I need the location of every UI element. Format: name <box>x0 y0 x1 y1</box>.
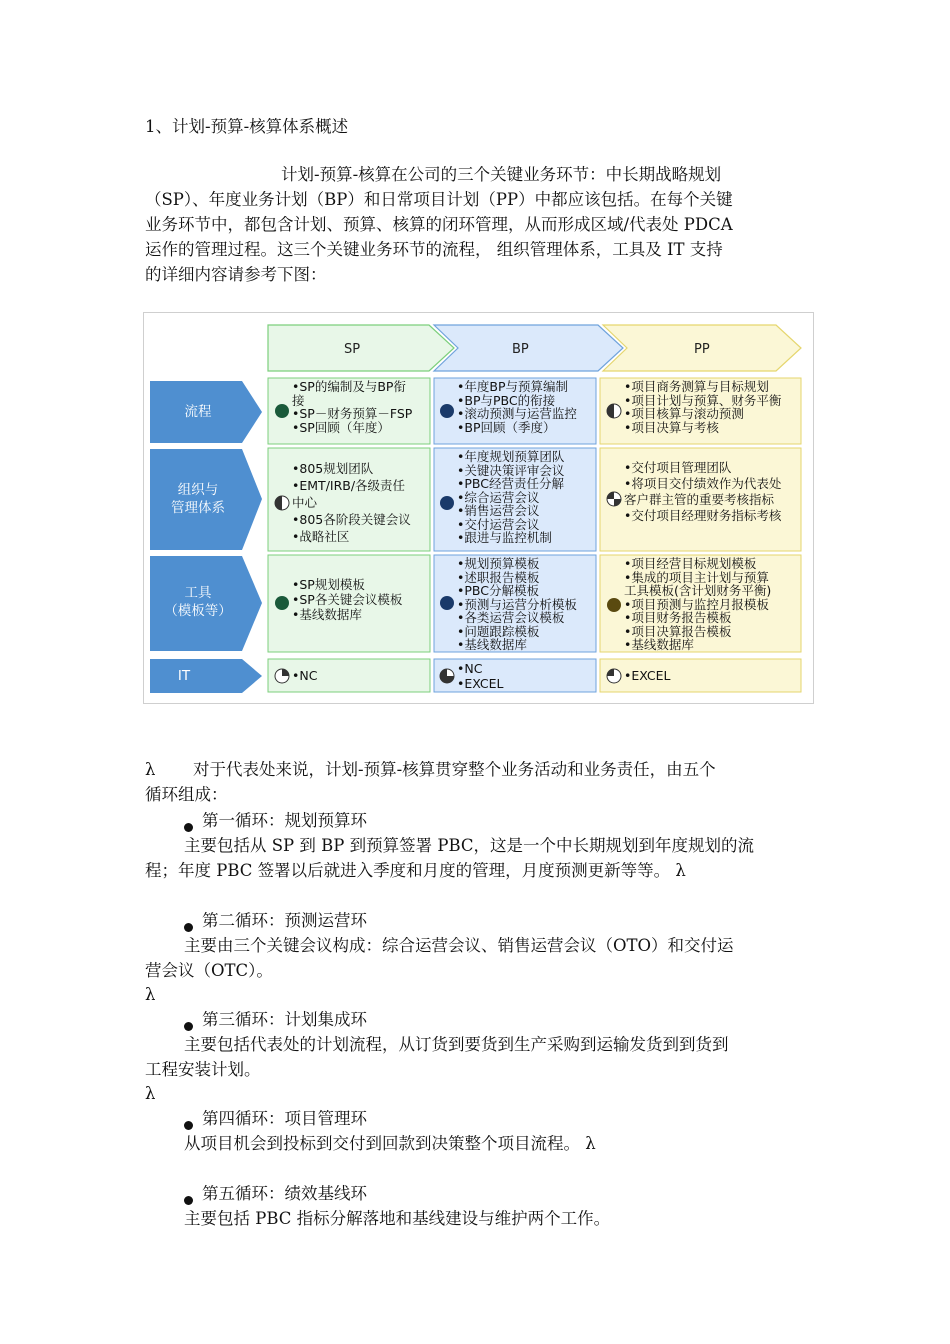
loop-3-line-2: 工程安装计划。 <box>145 1060 261 1079</box>
cell-line: •EMT/IRB/各级责任 <box>292 478 406 493</box>
cell-line: •交付项目管理团队 <box>624 460 732 475</box>
cell-line: •基线数据库 <box>292 607 362 622</box>
bp-tools-cell <box>457 557 577 652</box>
loops-intro-line-1: 对于代表处来说，计划-预算-核算贯穿整个业务活动和业务责任，由五个 <box>193 760 716 779</box>
cell-line: •销售运营会议 <box>457 503 540 518</box>
loop-5-title <box>184 1181 367 1207</box>
cell-line: •805各阶段关键会议 <box>292 512 411 527</box>
cell-line: •NC <box>292 669 318 683</box>
sp-it-cell <box>292 669 317 683</box>
intro-line-5: 的详细内容请参考下图： <box>145 265 327 284</box>
section-heading: 1、计划-预算-核算体系概述 <box>145 117 349 136</box>
sp-chevron <box>268 325 454 371</box>
column-header-bp: BP <box>512 342 529 357</box>
loop-3-title-text: 第三循环：计划集成环 <box>202 1010 367 1029</box>
loop-1-line-2: 程；年度 PBC 签署以后就进入季度和月度的管理，月度预测更新等等。 λ <box>145 861 686 880</box>
pp-tools-full-icon <box>607 598 621 612</box>
cell-line: •年度规划预算团队 <box>457 450 565 464</box>
pp-it-cell <box>624 669 671 683</box>
row-label-it: IT <box>177 668 191 684</box>
lambda-mark: λ <box>145 985 156 1004</box>
bullet-icon <box>184 1121 193 1130</box>
pp-org-cell <box>624 460 781 524</box>
cell-line: 中心 <box>292 495 318 510</box>
cell-line: •BP与PBC的衔接 <box>457 392 556 408</box>
cell-line: •EXCEL <box>457 676 504 691</box>
loop-3-line-1: 主要包括代表处的计划流程，从订货到要货到生产采购到运输发货到到货到 <box>184 1035 729 1054</box>
cell-line: •预测与运营分析模板 <box>457 596 577 612</box>
cell-line: •交付运营会议 <box>457 516 540 532</box>
cell-line: •项目计划与预算、财务平衡 <box>624 392 782 408</box>
cell-line: •战略社区 <box>292 529 350 544</box>
cell-line: •项目经营目标规划模板 <box>624 557 757 571</box>
cell-line: •项目决算与考核 <box>624 419 719 434</box>
sp-org-cell <box>292 460 411 545</box>
cell-line: •EXCEL <box>624 669 671 683</box>
loop-4-title <box>184 1106 367 1132</box>
sp-tools-full-icon <box>275 596 289 610</box>
cell-line: •各类运营会议模板 <box>457 610 565 625</box>
row-label-process: 流程 <box>184 404 212 420</box>
row-label-tools: 工具 （模板等） <box>164 585 232 619</box>
cell-line: •将项目交付绩效作为代表处 <box>624 476 782 491</box>
cell-line: •NC <box>457 661 483 676</box>
cell-line: •规划预算模板 <box>457 557 540 571</box>
cell-line: •SP规划模板 <box>292 577 365 592</box>
cell-line: •集成的项目主计划与预算 <box>624 569 769 585</box>
cell-line: 接 <box>292 392 305 408</box>
bullet-icon <box>184 1196 193 1205</box>
loop-5-title-text: 第五循环：绩效基线环 <box>202 1184 367 1203</box>
loop-2-line-2: 营会议（OTC）。 <box>145 961 273 980</box>
loop-5-line-1: 主要包括 PBC 指标分解落地和基线建设与维护两个工作。 <box>184 1209 611 1228</box>
cell-line: •述职报告模板 <box>457 569 540 585</box>
sp-process-cell <box>292 380 412 434</box>
intro-line-3: 业务环节中，都包含计划、预算、核算的闭环管理，从而形成区域/代表处 PDCA <box>145 215 733 234</box>
bp-org-full-icon <box>440 496 454 510</box>
cell-line: •PBC分解模板 <box>457 583 539 598</box>
column-header-sp: SP <box>344 342 361 357</box>
sp-tools-cell <box>292 577 402 622</box>
cell-line: •805规划团队 <box>292 461 374 476</box>
intro-line-2: （SP）、年度业务计划（BP）和日常项目计划（PP）中都应该包括。在每个关键 <box>145 190 733 209</box>
column-header-pp: PP <box>694 342 710 357</box>
bullet-icon <box>184 923 193 932</box>
loop-2-line-1: 主要由三个关键会议构成：综合运营会议、销售运营会议（OTO）和交付运 <box>184 936 734 955</box>
cell-line: •滚动预测与运营监控 <box>457 406 577 421</box>
loop-1-title <box>184 808 367 834</box>
cell-line: •项目预测与监控月报模板 <box>624 596 769 612</box>
lambda-mark: λ <box>145 1084 156 1103</box>
cell-line: •项目核算与滚动预测 <box>624 406 744 421</box>
cell-line: •PBC经营责任分解 <box>457 476 564 491</box>
intro-line-4: 运作的管理过程。这三个关键业务环节的流程， 组织管理体系，工具及 IT 支持 <box>145 240 723 259</box>
loop-2-title <box>184 908 367 934</box>
loop-4-title-text: 第四循环：项目管理环 <box>202 1109 367 1128</box>
cell-line: •SP回顾（年度） <box>292 419 390 434</box>
cell-line: •问题跟踪模板 <box>457 623 540 639</box>
row-label-org: 组织与 管理体系 <box>171 482 225 516</box>
loop-1-line-1: 主要包括从 SP 到 BP 到预算签署 PBC，这是一个中长期规划到年度规划的流 <box>184 836 755 855</box>
bullet-icon <box>184 823 193 832</box>
loop-2-title-text: 第二循环：预测运营环 <box>202 911 367 930</box>
cell-line: •项目财务报告模板 <box>624 610 732 625</box>
loop-1-title-text: 第一循环：规划预算环 <box>202 811 367 830</box>
pp-process-cell <box>624 380 781 434</box>
cell-line: •基线数据库 <box>624 637 694 652</box>
pp-tools-cell <box>624 557 771 652</box>
cell-line: •项目商务测算与目标规划 <box>624 380 769 394</box>
sp-bp-pp-diagram <box>143 312 814 704</box>
cell-line: •关键决策评审会议 <box>457 462 565 478</box>
cell-line: •BP回顾（季度） <box>457 419 556 434</box>
loop-3-title <box>184 1007 367 1033</box>
sp-process-full-icon <box>275 404 289 418</box>
cell-line: •基线数据库 <box>457 637 527 652</box>
cell-line: 工具模板(含计划财务平衡) <box>624 583 772 598</box>
lambda-mark: λ <box>145 760 156 779</box>
bp-org-cell <box>457 450 564 545</box>
cell-line: •SP各关键会议模板 <box>292 592 403 607</box>
cell-line: •综合运营会议 <box>457 489 540 505</box>
bullet-icon <box>184 1022 193 1031</box>
intro-line-1: 计划-预算-核算在公司的三个关键业务环节：中长期战略规划 <box>281 165 722 184</box>
cell-line: •SP－财务预算－FSP <box>292 406 413 421</box>
cell-line: •年度BP与预算编制 <box>457 380 568 394</box>
cell-line: •项目决算报告模板 <box>624 623 732 639</box>
cell-line: •交付项目经理财务指标考核 <box>624 508 782 523</box>
bp-tools-full-icon <box>440 596 454 610</box>
cell-line: 客户群主管的重要考核指标 <box>624 492 775 507</box>
bp-it-cell <box>457 661 504 691</box>
bp-process-cell <box>457 380 577 434</box>
loops-intro-line-2: 循环组成： <box>145 785 228 804</box>
cell-line: •跟进与监控机制 <box>457 530 552 545</box>
bp-process-full-icon <box>440 404 454 418</box>
cell-line: •SP的编制及与BP衔 <box>292 380 406 394</box>
loop-4-line-1: 从项目机会到投标到交付到回款到决策整个项目流程。 λ <box>184 1134 596 1153</box>
